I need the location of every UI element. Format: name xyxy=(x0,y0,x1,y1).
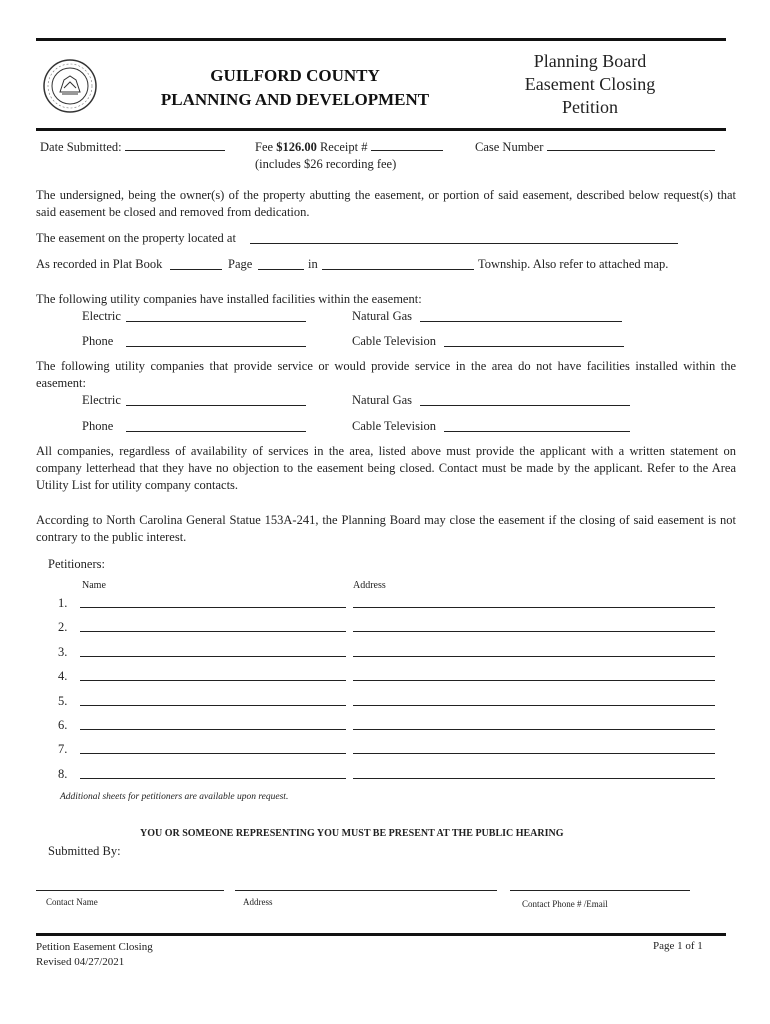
petitioner-address-field[interactable] xyxy=(353,753,715,754)
petitioner-address-field[interactable] xyxy=(353,680,715,681)
installed-gas-label: Natural Gas xyxy=(352,309,413,323)
contact-phone-email-field[interactable] xyxy=(510,890,690,891)
top-rule xyxy=(36,38,726,41)
installed-phone-label: Phone xyxy=(82,334,114,348)
plat-label: As recorded in Plat Book xyxy=(36,257,163,271)
petitioner-address-field[interactable] xyxy=(353,778,715,779)
receipt-field[interactable] xyxy=(371,138,443,151)
petitioner-number: 3. xyxy=(58,644,68,659)
petitioners-label: Petitioners: xyxy=(48,557,105,571)
date-label: Date Submitted: xyxy=(40,140,122,154)
other-gas-field[interactable] xyxy=(420,405,630,406)
footer-form-name: Petition Easement Closing xyxy=(36,941,153,953)
submitter-address-label: Address xyxy=(243,897,273,907)
petitioner-name-field[interactable] xyxy=(80,607,346,608)
contact-phone-email-label: Contact Phone # /Email xyxy=(522,899,608,909)
petitioner-name-field[interactable] xyxy=(80,729,346,730)
footer-form-info xyxy=(36,940,153,970)
address-column-header: Address xyxy=(353,580,386,591)
property-location xyxy=(36,230,236,247)
petitioner-name-field[interactable] xyxy=(80,680,346,681)
petitioner-name-field[interactable] xyxy=(80,705,346,706)
page-label: Page xyxy=(228,257,253,271)
title-line-1: Planning Board xyxy=(533,51,647,71)
org-name xyxy=(120,64,470,112)
petitioner-name-field[interactable] xyxy=(80,631,346,632)
submitted-by-label: Submitted By: xyxy=(48,844,121,858)
fee-note: (includes $26 recording fee) xyxy=(255,157,397,171)
name-column-header: Name xyxy=(82,580,106,591)
case-label: Case Number xyxy=(475,140,544,154)
date-field[interactable] xyxy=(125,138,225,151)
header-rule xyxy=(36,128,726,131)
title-line-2: Easement Closing xyxy=(524,74,656,94)
installed-electric-label: Electric xyxy=(82,309,121,323)
fee-block xyxy=(255,138,443,173)
intro-paragraph: The undersigned, being the owner(s) of the property abutting the easement, or portion of said easement, described below request(s) that said easement be closed and removed from dedication. xyxy=(36,188,736,219)
other-cable-label: Cable Television xyxy=(352,419,436,433)
petitioner-address-field[interactable] xyxy=(353,705,715,706)
installed-cable-field[interactable] xyxy=(444,346,624,347)
page-field[interactable] xyxy=(258,269,304,270)
petitioner-name-field[interactable] xyxy=(80,753,346,754)
other-phone-field[interactable] xyxy=(126,431,306,432)
township-label: Township. Also refer to attached map. xyxy=(478,257,669,271)
contact-name-label: Contact Name xyxy=(46,897,98,907)
petitioner-number: 1. xyxy=(58,596,68,610)
org-line-2: PLANNING AND DEVELOPMENT xyxy=(160,90,430,109)
property-address-field[interactable] xyxy=(250,243,678,244)
petitioner-number: 6. xyxy=(58,718,68,732)
petitioner-number: 2. xyxy=(58,620,68,635)
petitioner-name-field[interactable] xyxy=(80,656,346,657)
installed-heading: The following utility companies have installed facilities within the easement: xyxy=(36,292,422,306)
case-number-field[interactable] xyxy=(547,138,715,151)
petitioner-number: 7. xyxy=(58,742,68,757)
footer-rule xyxy=(36,933,726,936)
statute-note: According to North Carolina General Statue 153A-241, the Planning Board may close the easement if the closing of said easement is not contrary to the public interest. xyxy=(36,513,736,544)
township-field[interactable] xyxy=(322,269,474,270)
petitioner-address-field[interactable] xyxy=(353,656,715,657)
fee-label: Fee xyxy=(255,140,274,154)
installed-gas-field[interactable] xyxy=(420,321,622,322)
petitioner-address-field[interactable] xyxy=(353,729,715,730)
petitioner-address-field[interactable] xyxy=(353,631,715,632)
page-number: Page 1 of 1 xyxy=(653,940,703,952)
fee-amount: $126.00 xyxy=(276,140,317,154)
receipt-label: Receipt # xyxy=(319,140,368,154)
other-electric-label: Electric xyxy=(82,393,121,407)
installed-cable-label: Cable Television xyxy=(352,334,436,348)
petitioner-name-field[interactable] xyxy=(80,778,346,779)
other-cable-field[interactable] xyxy=(444,431,630,432)
county-seal-icon xyxy=(42,58,98,114)
org-line-1: GUILFORD COUNTY xyxy=(210,66,380,85)
not-installed-heading: The following utility companies that provide service or would provide service in the area do not have facilities installed within the easement: xyxy=(36,359,736,390)
petitioner-number: 5. xyxy=(58,693,68,708)
submitter-address-field[interactable] xyxy=(235,890,497,891)
plat-book-field[interactable] xyxy=(170,269,222,270)
petition-title xyxy=(500,50,680,119)
petitioners-note: Additional sheets for petitioners are available upon request. xyxy=(60,792,289,802)
footer-revised: Revised 04/27/2021 xyxy=(36,956,125,968)
companies-note: All companies, regardless of availability of services in the area, listed above must provide the applicant with a written statement on company letterhead that they have no objection to the easement being closed. Contact must be made by the applicant. Refer to the Area Utility List for utility company contacts. xyxy=(36,444,736,492)
presence-notice: YOU OR SOMEONE REPRESENTING YOU MUST BE PRESENT AT THE PUBLIC HEARING xyxy=(140,828,564,839)
petitioner-number: 8. xyxy=(58,766,68,781)
located-label: The easement on the property located at xyxy=(36,231,236,245)
petitioner-address-field[interactable] xyxy=(353,607,715,608)
other-gas-label: Natural Gas xyxy=(352,393,413,407)
title-line-3: Petition xyxy=(561,97,618,117)
other-phone-label: Phone xyxy=(82,419,114,433)
in-label: in xyxy=(308,257,318,271)
date-submitted xyxy=(40,138,225,156)
other-electric-field[interactable] xyxy=(126,405,306,406)
case-number xyxy=(475,138,715,156)
installed-electric-field[interactable] xyxy=(126,321,306,322)
petitioner-number: 4. xyxy=(58,669,68,684)
installed-phone-field[interactable] xyxy=(126,346,306,347)
contact-name-field[interactable] xyxy=(36,890,224,891)
